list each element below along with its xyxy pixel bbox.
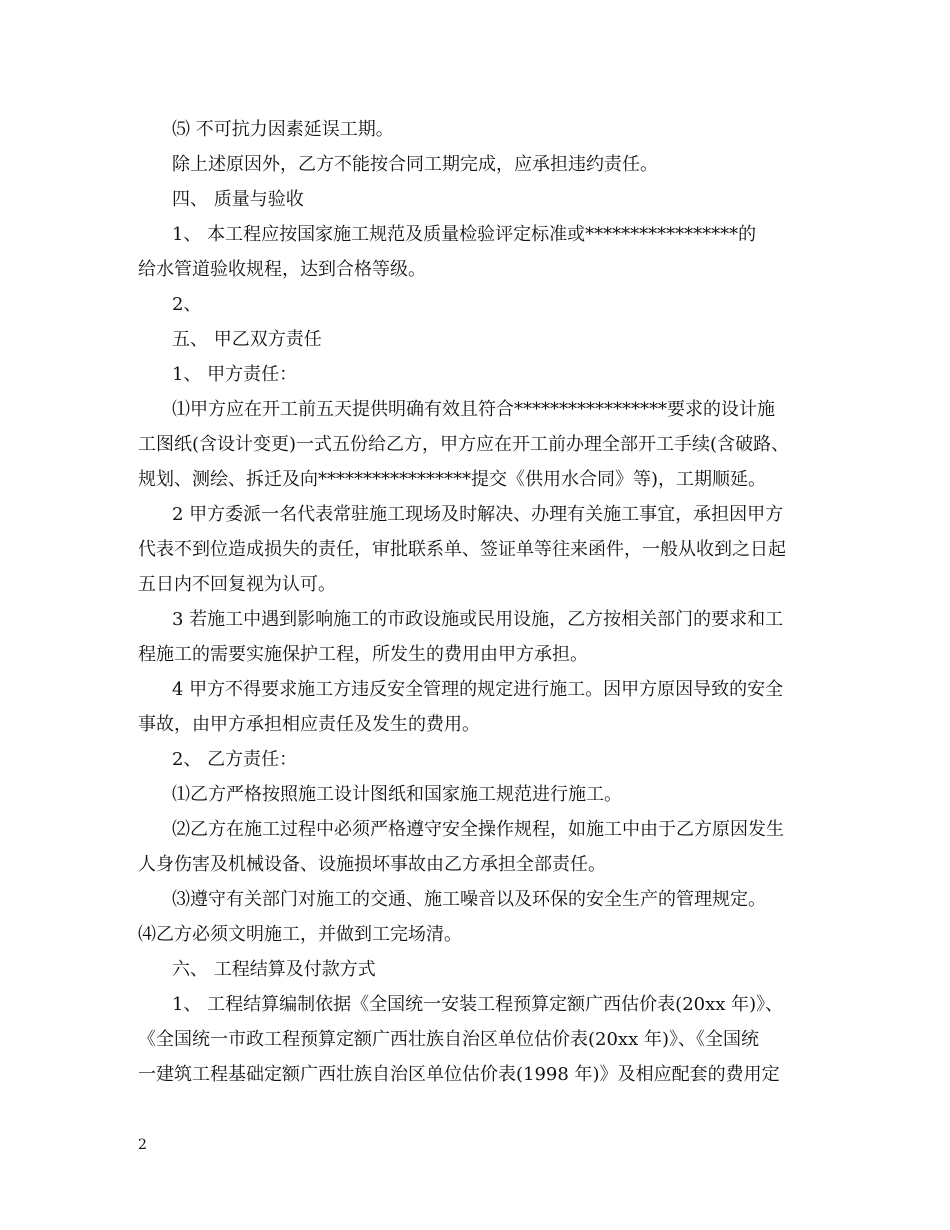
- text-line: 五日内不回复视为认可。: [138, 574, 336, 595]
- text-line: 2、 乙方责任：: [172, 749, 298, 770]
- text-line: 规划、测绘、拆迁及向*****************提交《供用水合同》等)，工期顺延。: [138, 469, 767, 490]
- section-heading: 五、 甲乙双方责任: [172, 329, 322, 350]
- text-line: 2、: [172, 294, 202, 315]
- text-line: 《全国统一市政工程预算定额广西壮族自治区单位估价表(20xx 年)》、《全国统: [138, 1029, 759, 1050]
- text-line: 除上述原因外，乙方不能按合同工期完成，应承担违约责任。: [172, 154, 658, 175]
- text-line: ⑵乙方在施工过程中必须严格遵守安全操作规程，如施工中由于乙方原因发生: [172, 819, 784, 840]
- text-line: 1、 工程结算编制依据《全国统一安装工程预算定额广西估价表(20xx 年)》、: [172, 994, 784, 1015]
- text-line: 3 若施工中遇到影响施工的市政设施或民用设施，乙方按相关部门的要求和工: [172, 609, 784, 630]
- text-line: 2 甲方委派一名代表常驻施工现场及时解决、办理有关施工事宜，承担因甲方: [172, 504, 784, 525]
- text-line: 人身伤害及机械设备、设施损坏事故由乙方承担全部责任。: [138, 854, 606, 875]
- section-heading: 四、 质量与验收: [172, 189, 304, 210]
- text-line: ⑴乙方严格按照施工设计图纸和国家施工规范进行施工。: [172, 784, 622, 805]
- text-line: ⑴甲方应在开工前五天提供明确有效且符合*****************要求的设计施: [172, 399, 775, 420]
- page-number: 2: [138, 1137, 147, 1153]
- text-line: ⑸ 不可抗力因素延误工期。: [172, 119, 394, 140]
- text-line: 程施工的需要实施保护工程，所发生的费用由甲方承担。: [138, 644, 588, 665]
- text-line: ⑶遵守有关部门对施工的交通、施工噪音以及环保的安全生产的管理规定。: [172, 889, 766, 910]
- text-line: 给水管道验收规程，达到合格等级。: [138, 259, 426, 280]
- text-line: 1、 甲方责任：: [172, 364, 298, 385]
- text-line: ⑷乙方必须文明施工，并做到工完场清。: [138, 924, 462, 945]
- text-line: 代表不到位造成损失的责任，审批联系单、签证单等往来函件，一般从收到之日起: [138, 539, 786, 560]
- text-line: 一建筑工程基础定额广西壮族自治区单位估价表(1998 年)》及相应配套的费用定: [138, 1064, 780, 1085]
- text-line: 工图纸(含设计变更)一式五份给乙方，甲方应在开工前办理全部开工手续(含破路、: [138, 434, 790, 455]
- section-heading: 六、 工程结算及付款方式: [172, 959, 376, 980]
- text-line: 4 甲方不得要求施工方违反安全管理的规定进行施工。因甲方原因导致的安全: [172, 679, 784, 700]
- text-line: 1、 本工程应按国家施工规范及质量检验评定标准或*****************的: [172, 224, 757, 245]
- text-line: 事故，由甲方承担相应责任及发生的费用。: [138, 714, 480, 735]
